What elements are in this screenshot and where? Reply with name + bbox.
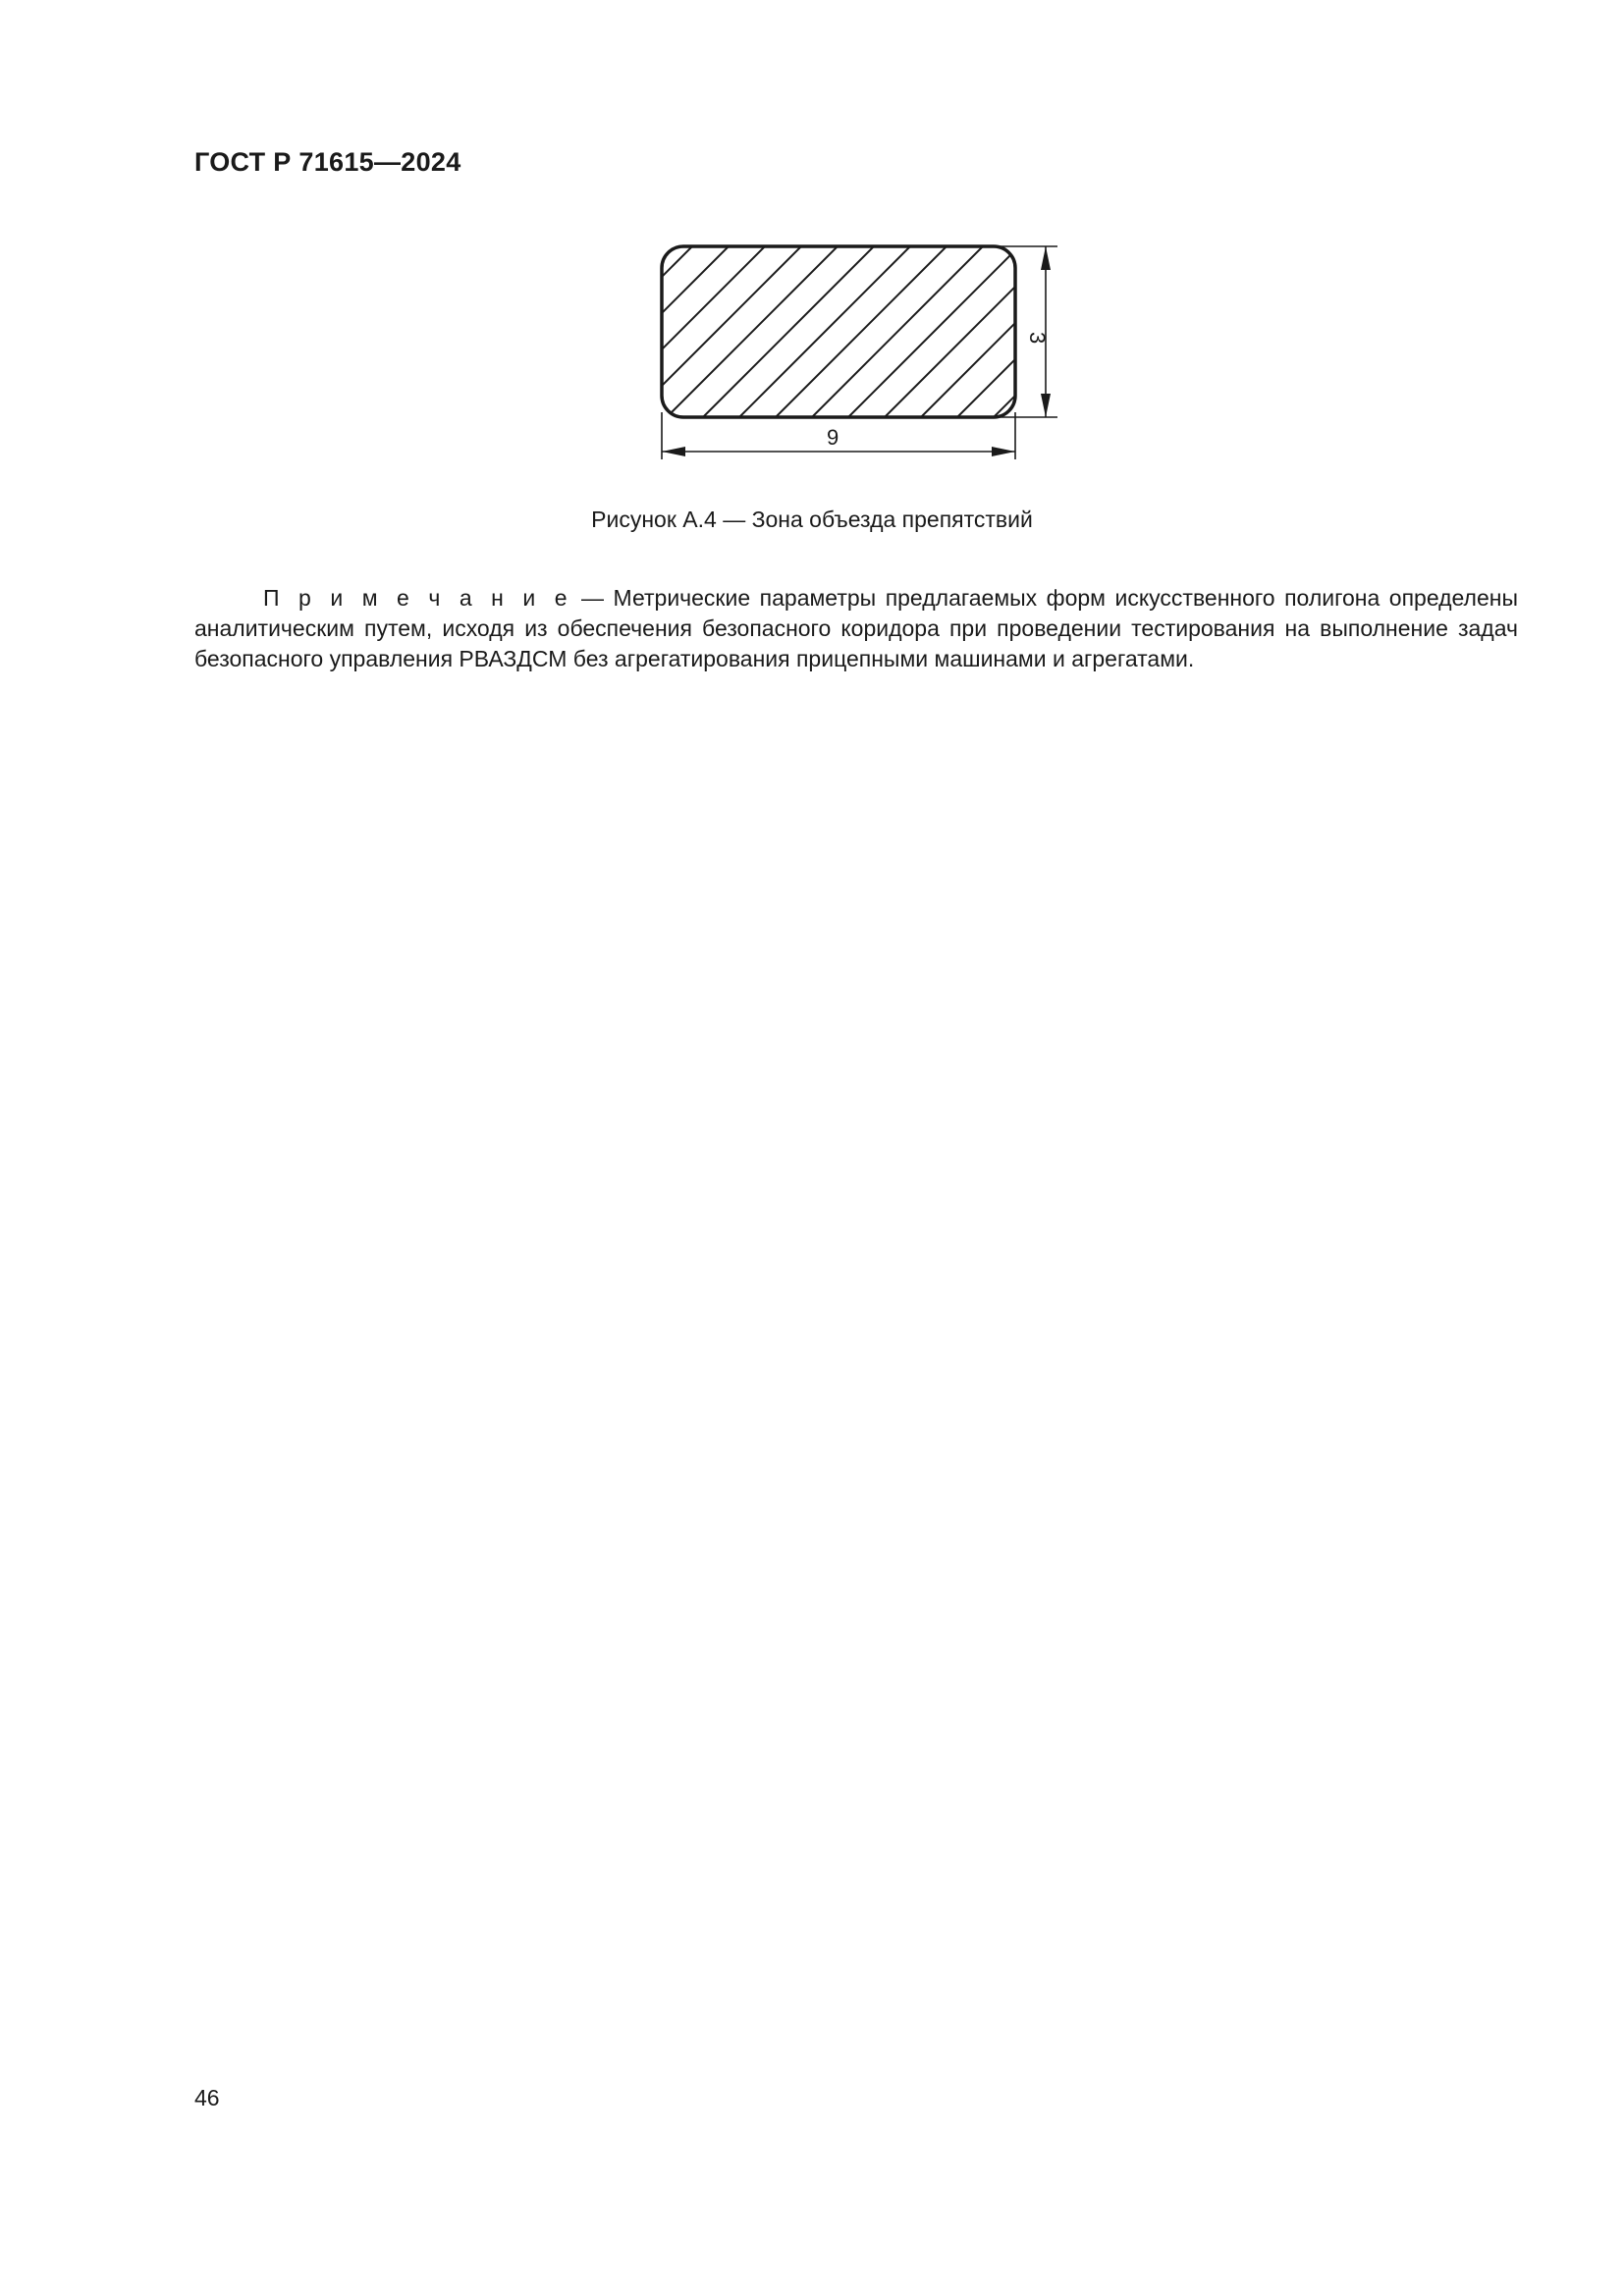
note-label: П р и м е ч а н и е: [263, 585, 572, 611]
note-paragraph: [194, 583, 1518, 674]
width-dimension-label: 9: [827, 425, 839, 450]
page-number: 46: [194, 2085, 220, 2110]
document-header: ГОСТ Р 71615—2024: [194, 147, 461, 177]
figure-obstacle-zone: [628, 226, 1090, 481]
width-dimension: [662, 425, 1015, 456]
height-dimension-label: 3: [1025, 332, 1050, 345]
note-text: — Метрические параметры предлагаемых форм искусственного полигона определены аналитическим путем, исходя из обеспечения безопасного коридора при проведении тестирования на выполнение задач безопасного управления РВАЗДСМ без агрегатирования прицепными машинами и агрегатами.: [194, 585, 1518, 671]
hatching: [628, 246, 1090, 417]
height-dimension: [1025, 246, 1051, 417]
figure-caption: Рисунок А.4 — Зона объезда препятствий: [591, 507, 1033, 532]
obstacle-zone-drawing: [628, 226, 1090, 481]
extension-lines: [662, 246, 1057, 459]
